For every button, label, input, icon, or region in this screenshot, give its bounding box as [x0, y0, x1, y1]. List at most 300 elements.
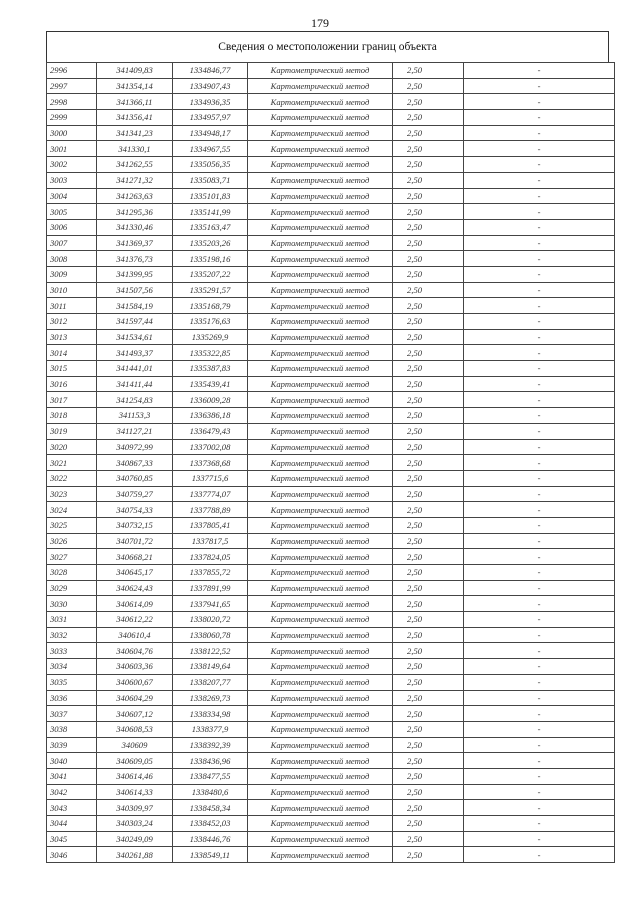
y-coordinate-cell: 1338020,72	[173, 612, 248, 628]
point-number-cell: 3030	[47, 596, 97, 612]
point-number-cell: 3023	[47, 486, 97, 502]
method-cell: Картометрический метод	[248, 580, 393, 596]
x-coordinate-cell: 340309,97	[97, 800, 173, 816]
y-coordinate-cell: 1335176,63	[173, 314, 248, 330]
x-coordinate-cell: 340668,21	[97, 549, 173, 565]
accuracy-cell: 2,50	[393, 361, 464, 377]
x-coordinate-cell: 340609	[97, 737, 173, 753]
y-coordinate-cell: 1337002,08	[173, 439, 248, 455]
y-coordinate-cell: 1335198,16	[173, 251, 248, 267]
y-coordinate-cell: 1334846,77	[173, 63, 248, 79]
y-coordinate-cell: 1337774,07	[173, 486, 248, 502]
accuracy-cell: 2,50	[393, 110, 464, 126]
method-cell: Картометрический метод	[248, 282, 393, 298]
note-cell: -	[464, 94, 615, 110]
method-cell: Картометрический метод	[248, 517, 393, 533]
table-row	[47, 314, 615, 330]
accuracy-cell: 2,50	[393, 94, 464, 110]
method-cell: Картометрический метод	[248, 188, 393, 204]
y-coordinate-cell: 1338392,39	[173, 737, 248, 753]
x-coordinate-cell: 341263,63	[97, 188, 173, 204]
y-coordinate-cell: 1337788,89	[173, 502, 248, 518]
note-cell: -	[464, 361, 615, 377]
x-coordinate-cell: 341597,44	[97, 314, 173, 330]
table-row	[47, 408, 615, 424]
accuracy-cell: 2,50	[393, 612, 464, 628]
point-number-cell: 3007	[47, 235, 97, 251]
table-row	[47, 110, 615, 126]
coordinates-table	[46, 62, 615, 863]
note-cell: -	[464, 157, 615, 173]
note-cell: -	[464, 251, 615, 267]
point-number-cell: 3011	[47, 298, 97, 314]
point-number-cell: 3013	[47, 329, 97, 345]
table-row	[47, 721, 615, 737]
note-cell: -	[464, 204, 615, 220]
point-number-cell: 3018	[47, 408, 97, 424]
point-number-cell: 2999	[47, 110, 97, 126]
x-coordinate-cell: 341441,01	[97, 361, 173, 377]
method-cell: Картометрический метод	[248, 847, 393, 863]
accuracy-cell: 2,50	[393, 314, 464, 330]
x-coordinate-cell: 340609,05	[97, 753, 173, 769]
x-coordinate-cell: 341356,41	[97, 110, 173, 126]
method-cell: Картометрический метод	[248, 408, 393, 424]
x-coordinate-cell: 340972,99	[97, 439, 173, 455]
table-row	[47, 282, 615, 298]
y-coordinate-cell: 1336386,18	[173, 408, 248, 424]
boundary-table-container	[46, 31, 609, 863]
table-row	[47, 345, 615, 361]
x-coordinate-cell: 340607,12	[97, 706, 173, 722]
note-cell: -	[464, 345, 615, 361]
accuracy-cell: 2,50	[393, 674, 464, 690]
x-coordinate-cell: 340604,29	[97, 690, 173, 706]
y-coordinate-cell: 1338436,96	[173, 753, 248, 769]
x-coordinate-cell: 341330,1	[97, 141, 173, 157]
note-cell: -	[464, 298, 615, 314]
x-coordinate-cell: 341369,37	[97, 235, 173, 251]
point-number-cell: 3028	[47, 565, 97, 581]
method-cell: Картометрический метод	[248, 674, 393, 690]
note-cell: -	[464, 392, 615, 408]
accuracy-cell: 2,50	[393, 125, 464, 141]
point-number-cell: 3041	[47, 768, 97, 784]
y-coordinate-cell: 1338149,64	[173, 659, 248, 675]
method-cell: Картометрический метод	[248, 361, 393, 377]
method-cell: Картометрический метод	[248, 439, 393, 455]
accuracy-cell: 2,50	[393, 533, 464, 549]
point-number-cell: 3010	[47, 282, 97, 298]
table-row	[47, 235, 615, 251]
table-row	[47, 596, 615, 612]
method-cell: Картометрический метод	[248, 831, 393, 847]
y-coordinate-cell: 1338549,11	[173, 847, 248, 863]
y-coordinate-cell: 1338377,9	[173, 721, 248, 737]
y-coordinate-cell: 1335203,26	[173, 235, 248, 251]
point-number-cell: 3012	[47, 314, 97, 330]
table-row	[47, 549, 615, 565]
method-cell: Картометрический метод	[248, 470, 393, 486]
point-number-cell: 3020	[47, 439, 97, 455]
table-row	[47, 627, 615, 643]
table-row	[47, 455, 615, 471]
x-coordinate-cell: 340645,17	[97, 565, 173, 581]
note-cell: -	[464, 141, 615, 157]
point-number-cell: 3000	[47, 125, 97, 141]
y-coordinate-cell: 1338477,55	[173, 768, 248, 784]
y-coordinate-cell: 1334967,55	[173, 141, 248, 157]
method-cell: Картометрический метод	[248, 298, 393, 314]
accuracy-cell: 2,50	[393, 800, 464, 816]
x-coordinate-cell: 340867,33	[97, 455, 173, 471]
y-coordinate-cell: 1335168,79	[173, 298, 248, 314]
table-title: Сведения о местоположении границ объекта	[46, 31, 609, 62]
method-cell: Картометрический метод	[248, 94, 393, 110]
method-cell: Картометрический метод	[248, 314, 393, 330]
y-coordinate-cell: 1334936,35	[173, 94, 248, 110]
note-cell: -	[464, 847, 615, 863]
accuracy-cell: 2,50	[393, 643, 464, 659]
table-row	[47, 94, 615, 110]
method-cell: Картометрический метод	[248, 423, 393, 439]
x-coordinate-cell: 340603,36	[97, 659, 173, 675]
note-cell: -	[464, 580, 615, 596]
table-row	[47, 659, 615, 675]
y-coordinate-cell: 1335163,47	[173, 219, 248, 235]
point-number-cell: 3006	[47, 219, 97, 235]
y-coordinate-cell: 1337855,72	[173, 565, 248, 581]
x-coordinate-cell: 341409,83	[97, 63, 173, 79]
point-number-cell: 3037	[47, 706, 97, 722]
method-cell: Картометрический метод	[248, 612, 393, 628]
point-number-cell: 3046	[47, 847, 97, 863]
y-coordinate-cell: 1337715,6	[173, 470, 248, 486]
x-coordinate-cell: 341262,55	[97, 157, 173, 173]
x-coordinate-cell: 341411,44	[97, 376, 173, 392]
table-row	[47, 674, 615, 690]
table-row	[47, 219, 615, 235]
note-cell: -	[464, 737, 615, 753]
y-coordinate-cell: 1337891,99	[173, 580, 248, 596]
point-number-cell: 3022	[47, 470, 97, 486]
point-number-cell: 2997	[47, 78, 97, 94]
point-number-cell: 3039	[47, 737, 97, 753]
method-cell: Картометрический метод	[248, 455, 393, 471]
point-number-cell: 3019	[47, 423, 97, 439]
method-cell: Картометрический метод	[248, 125, 393, 141]
y-coordinate-cell: 1335083,71	[173, 172, 248, 188]
y-coordinate-cell: 1338446,76	[173, 831, 248, 847]
note-cell: -	[464, 486, 615, 502]
x-coordinate-cell: 340624,43	[97, 580, 173, 596]
accuracy-cell: 2,50	[393, 486, 464, 502]
x-coordinate-cell: 340600,67	[97, 674, 173, 690]
y-coordinate-cell: 1338334,98	[173, 706, 248, 722]
table-row	[47, 737, 615, 753]
method-cell: Картометрический метод	[248, 266, 393, 282]
note-cell: -	[464, 659, 615, 675]
method-cell: Картометрический метод	[248, 204, 393, 220]
point-number-cell: 3045	[47, 831, 97, 847]
point-number-cell: 3038	[47, 721, 97, 737]
note-cell: -	[464, 690, 615, 706]
table-row	[47, 251, 615, 267]
accuracy-cell: 2,50	[393, 439, 464, 455]
x-coordinate-cell: 341127,21	[97, 423, 173, 439]
note-cell: -	[464, 674, 615, 690]
note-cell: -	[464, 63, 615, 79]
table-row	[47, 580, 615, 596]
accuracy-cell: 2,50	[393, 847, 464, 863]
note-cell: -	[464, 533, 615, 549]
y-coordinate-cell: 1337817,5	[173, 533, 248, 549]
accuracy-cell: 2,50	[393, 580, 464, 596]
x-coordinate-cell: 340759,27	[97, 486, 173, 502]
accuracy-cell: 2,50	[393, 219, 464, 235]
note-cell: -	[464, 282, 615, 298]
x-coordinate-cell: 340732,15	[97, 517, 173, 533]
y-coordinate-cell: 1335322,85	[173, 345, 248, 361]
point-number-cell: 3034	[47, 659, 97, 675]
x-coordinate-cell: 341376,73	[97, 251, 173, 267]
point-number-cell: 3021	[47, 455, 97, 471]
y-coordinate-cell: 1336479,43	[173, 423, 248, 439]
accuracy-cell: 2,50	[393, 204, 464, 220]
point-number-cell: 3002	[47, 157, 97, 173]
method-cell: Картометрический метод	[248, 549, 393, 565]
y-coordinate-cell: 1334957,97	[173, 110, 248, 126]
accuracy-cell: 2,50	[393, 376, 464, 392]
note-cell: -	[464, 235, 615, 251]
accuracy-cell: 2,50	[393, 78, 464, 94]
accuracy-cell: 2,50	[393, 141, 464, 157]
note-cell: -	[464, 596, 615, 612]
method-cell: Картометрический метод	[248, 141, 393, 157]
method-cell: Картометрический метод	[248, 392, 393, 408]
table-row	[47, 439, 615, 455]
accuracy-cell: 2,50	[393, 172, 464, 188]
point-number-cell: 3029	[47, 580, 97, 596]
table-row	[47, 816, 615, 832]
table-row	[47, 63, 615, 79]
point-number-cell: 3016	[47, 376, 97, 392]
note-cell: -	[464, 266, 615, 282]
note-cell: -	[464, 612, 615, 628]
table-row	[47, 486, 615, 502]
table-row	[47, 266, 615, 282]
note-cell: -	[464, 706, 615, 722]
x-coordinate-cell: 341330,46	[97, 219, 173, 235]
x-coordinate-cell: 340610,4	[97, 627, 173, 643]
y-coordinate-cell: 1335387,83	[173, 361, 248, 377]
y-coordinate-cell: 1337824,05	[173, 549, 248, 565]
table-row	[47, 533, 615, 549]
table-row	[47, 78, 615, 94]
accuracy-cell: 2,50	[393, 63, 464, 79]
y-coordinate-cell: 1335291,57	[173, 282, 248, 298]
method-cell: Картометрический метод	[248, 784, 393, 800]
x-coordinate-cell: 340612,22	[97, 612, 173, 628]
point-number-cell: 3008	[47, 251, 97, 267]
method-cell: Картометрический метод	[248, 800, 393, 816]
note-cell: -	[464, 172, 615, 188]
accuracy-cell: 2,50	[393, 517, 464, 533]
accuracy-cell: 2,50	[393, 706, 464, 722]
table-row	[47, 768, 615, 784]
x-coordinate-cell: 340261,88	[97, 847, 173, 863]
y-coordinate-cell: 1338480,6	[173, 784, 248, 800]
point-number-cell: 3005	[47, 204, 97, 220]
point-number-cell: 3031	[47, 612, 97, 628]
note-cell: -	[464, 721, 615, 737]
method-cell: Картометрический метод	[248, 172, 393, 188]
y-coordinate-cell: 1336009,28	[173, 392, 248, 408]
method-cell: Картометрический метод	[248, 643, 393, 659]
x-coordinate-cell: 340614,09	[97, 596, 173, 612]
method-cell: Картометрический метод	[248, 486, 393, 502]
point-number-cell: 3014	[47, 345, 97, 361]
table-row	[47, 502, 615, 518]
accuracy-cell: 2,50	[393, 721, 464, 737]
method-cell: Картометрический метод	[248, 345, 393, 361]
accuracy-cell: 2,50	[393, 690, 464, 706]
method-cell: Картометрический метод	[248, 753, 393, 769]
point-number-cell: 3036	[47, 690, 97, 706]
note-cell: -	[464, 831, 615, 847]
point-number-cell: 3044	[47, 816, 97, 832]
x-coordinate-cell: 340614,46	[97, 768, 173, 784]
note-cell: -	[464, 768, 615, 784]
note-cell: -	[464, 188, 615, 204]
y-coordinate-cell: 1337941,65	[173, 596, 248, 612]
accuracy-cell: 2,50	[393, 596, 464, 612]
x-coordinate-cell: 340754,33	[97, 502, 173, 518]
y-coordinate-cell: 1334907,43	[173, 78, 248, 94]
note-cell: -	[464, 455, 615, 471]
point-number-cell: 3001	[47, 141, 97, 157]
point-number-cell: 3027	[47, 549, 97, 565]
table-row	[47, 392, 615, 408]
note-cell: -	[464, 627, 615, 643]
method-cell: Картометрический метод	[248, 816, 393, 832]
table-row	[47, 784, 615, 800]
accuracy-cell: 2,50	[393, 455, 464, 471]
point-number-cell: 2998	[47, 94, 97, 110]
accuracy-cell: 2,50	[393, 423, 464, 439]
accuracy-cell: 2,50	[393, 251, 464, 267]
x-coordinate-cell: 340604,76	[97, 643, 173, 659]
method-cell: Картометрический метод	[248, 659, 393, 675]
table-row	[47, 188, 615, 204]
x-coordinate-cell: 341271,32	[97, 172, 173, 188]
x-coordinate-cell: 341399,95	[97, 266, 173, 282]
accuracy-cell: 2,50	[393, 816, 464, 832]
method-cell: Картометрический метод	[248, 690, 393, 706]
table-row	[47, 831, 615, 847]
point-number-cell: 3026	[47, 533, 97, 549]
table-row	[47, 753, 615, 769]
point-number-cell: 3035	[47, 674, 97, 690]
accuracy-cell: 2,50	[393, 831, 464, 847]
note-cell: -	[464, 549, 615, 565]
note-cell: -	[464, 816, 615, 832]
note-cell: -	[464, 470, 615, 486]
table-row	[47, 157, 615, 173]
x-coordinate-cell: 340701,72	[97, 533, 173, 549]
note-cell: -	[464, 314, 615, 330]
table-row	[47, 361, 615, 377]
x-coordinate-cell: 341354,14	[97, 78, 173, 94]
method-cell: Картометрический метод	[248, 533, 393, 549]
y-coordinate-cell: 1338122,52	[173, 643, 248, 659]
y-coordinate-cell: 1338452,03	[173, 816, 248, 832]
method-cell: Картометрический метод	[248, 63, 393, 79]
method-cell: Картометрический метод	[248, 627, 393, 643]
accuracy-cell: 2,50	[393, 188, 464, 204]
point-number-cell: 3024	[47, 502, 97, 518]
accuracy-cell: 2,50	[393, 549, 464, 565]
method-cell: Картометрический метод	[248, 565, 393, 581]
note-cell: -	[464, 125, 615, 141]
x-coordinate-cell: 341254,83	[97, 392, 173, 408]
note-cell: -	[464, 376, 615, 392]
table-row	[47, 565, 615, 581]
accuracy-cell: 2,50	[393, 266, 464, 282]
y-coordinate-cell: 1335439,41	[173, 376, 248, 392]
table-row	[47, 423, 615, 439]
method-cell: Картометрический метод	[248, 721, 393, 737]
accuracy-cell: 2,50	[393, 502, 464, 518]
y-coordinate-cell: 1335101,83	[173, 188, 248, 204]
table-row	[47, 800, 615, 816]
x-coordinate-cell: 340760,85	[97, 470, 173, 486]
y-coordinate-cell: 1338269,73	[173, 690, 248, 706]
method-cell: Картометрический метод	[248, 376, 393, 392]
y-coordinate-cell: 1338458,34	[173, 800, 248, 816]
note-cell: -	[464, 329, 615, 345]
x-coordinate-cell: 341366,11	[97, 94, 173, 110]
x-coordinate-cell: 341584,19	[97, 298, 173, 314]
y-coordinate-cell: 1335207,22	[173, 266, 248, 282]
accuracy-cell: 2,50	[393, 345, 464, 361]
point-number-cell: 3004	[47, 188, 97, 204]
table-row	[47, 470, 615, 486]
note-cell: -	[464, 784, 615, 800]
table-row	[47, 298, 615, 314]
point-number-cell: 3033	[47, 643, 97, 659]
method-cell: Картометрический метод	[248, 157, 393, 173]
method-cell: Картометрический метод	[248, 706, 393, 722]
accuracy-cell: 2,50	[393, 329, 464, 345]
y-coordinate-cell: 1335141,99	[173, 204, 248, 220]
note-cell: -	[464, 423, 615, 439]
table-row	[47, 706, 615, 722]
method-cell: Картометрический метод	[248, 768, 393, 784]
note-cell: -	[464, 800, 615, 816]
x-coordinate-cell: 341493,37	[97, 345, 173, 361]
note-cell: -	[464, 753, 615, 769]
accuracy-cell: 2,50	[393, 282, 464, 298]
note-cell: -	[464, 502, 615, 518]
y-coordinate-cell: 1335269,9	[173, 329, 248, 345]
method-cell: Картометрический метод	[248, 737, 393, 753]
table-row	[47, 612, 615, 628]
note-cell: -	[464, 110, 615, 126]
table-row	[47, 329, 615, 345]
table-row	[47, 643, 615, 659]
method-cell: Картометрический метод	[248, 596, 393, 612]
